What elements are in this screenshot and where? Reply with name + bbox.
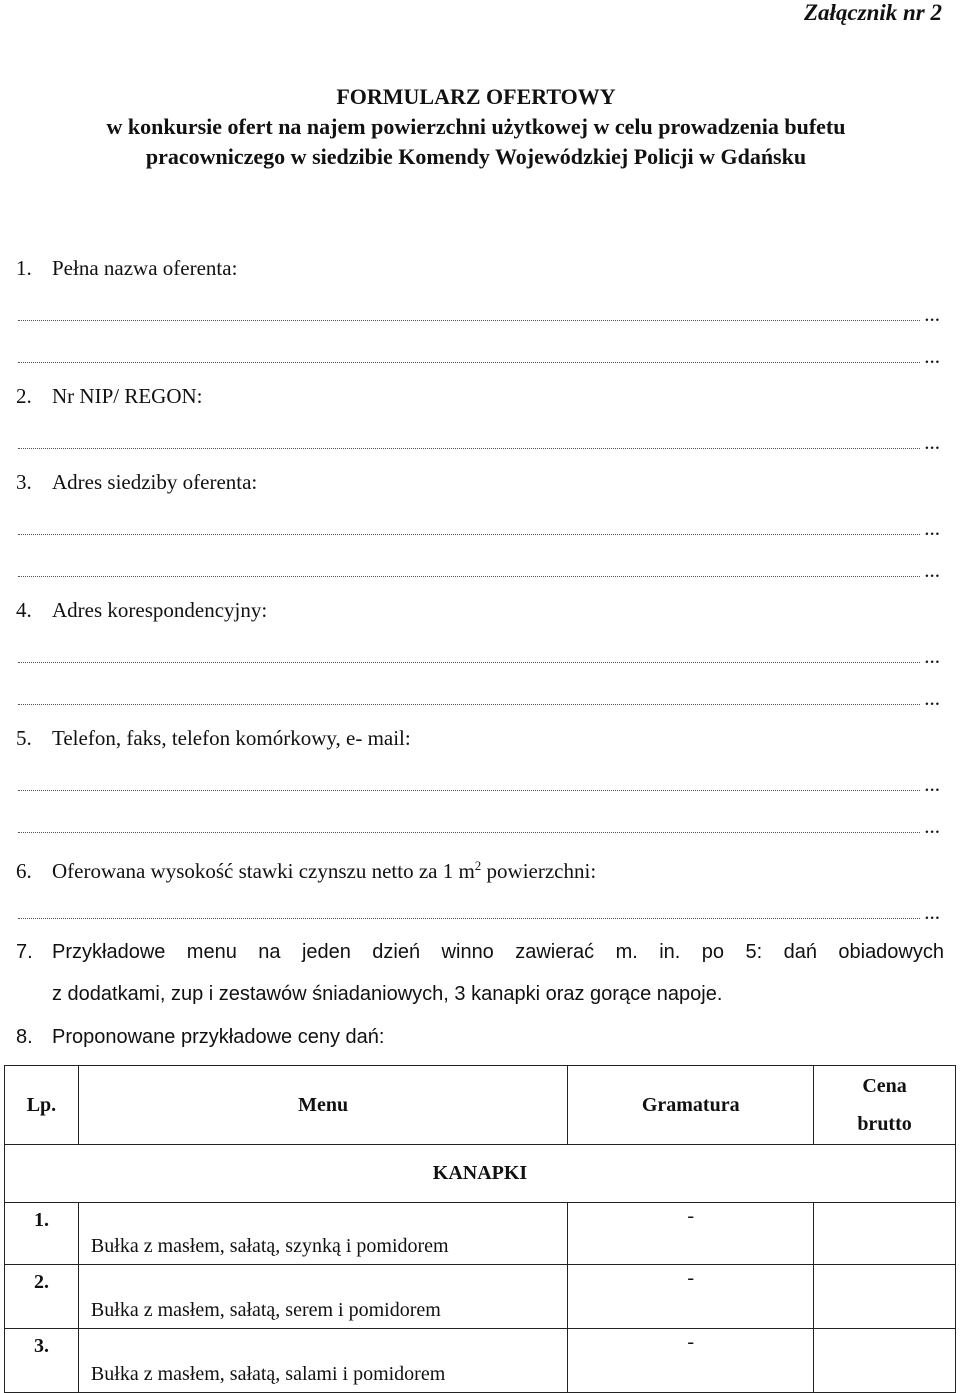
header-cena: Cena brutto: [814, 1066, 956, 1145]
item-company-name: [16, 255, 237, 281]
item-menu-number: 7.: [16, 941, 33, 963]
item-number: 8.: [16, 1026, 33, 1048]
table-row: [5, 1203, 956, 1265]
row-price-cell[interactable]: [814, 1265, 956, 1329]
table-row: [5, 1329, 956, 1393]
item-number: 2.: [16, 384, 32, 408]
row-price-cell[interactable]: [814, 1329, 956, 1393]
table-row: [5, 1265, 956, 1329]
item-label: Pełna nazwa oferenta:: [52, 256, 238, 280]
item-number: 1.: [16, 256, 32, 280]
item-rent-rate: [16, 853, 596, 884]
item-prices: [16, 1024, 384, 1050]
item-contact: [16, 725, 411, 751]
item-label: Proponowane przykładowe ceny dań:: [52, 1026, 385, 1048]
table-header-row: [5, 1066, 956, 1145]
item-label: Oferowana wysokość stawki czynszu netto za 1 m: [52, 859, 475, 883]
fill-line-company-name-2[interactable]: ...: [18, 343, 940, 369]
row-lp: 2.: [5, 1265, 79, 1329]
price-table: [4, 1065, 956, 1393]
item-seat-address: [16, 469, 257, 495]
item-menu-text: Przykładowe menu na jeden dzień winno zawierać m. in. po 5: dań obiadowych: [52, 941, 944, 963]
item-nip-regon: [16, 383, 203, 409]
item-label-cont: powierzchni:: [481, 859, 597, 883]
fill-line-company-name-1[interactable]: ...: [18, 301, 940, 327]
fill-line-contact-2[interactable]: ...: [18, 813, 940, 839]
row-menu: Bułka z masłem, sałatą, szynką i pomidorem: [78, 1203, 567, 1265]
form-subtitle-line2: pracowniczego w siedzibie Komendy Wojewódzkiej Policji w Gdańsku: [145, 144, 807, 169]
item-correspondence-address: [16, 597, 267, 623]
header-gramatura: Gramatura: [568, 1066, 814, 1145]
item-label: Adres korespondencyjny:: [52, 598, 268, 622]
row-price-cell[interactable]: [814, 1203, 956, 1265]
row-gramatura: -: [568, 1203, 814, 1265]
row-menu: Bułka z masłem, sałatą, salami i pomidorem: [78, 1329, 567, 1393]
form-subtitle-line1: w konkursie ofert na najem powierzchni użytkowej w celu prowadzenia bufetu: [106, 114, 846, 139]
form-title: FORMULARZ OFERTOWY: [336, 84, 616, 109]
row-gramatura: -: [568, 1265, 814, 1329]
item-label: Telefon, faks, telefon komórkowy, e- mail:: [52, 726, 411, 750]
fill-line-seat-address-2[interactable]: ...: [18, 557, 940, 583]
row-lp: 3.: [5, 1329, 79, 1393]
fill-line-nip-regon[interactable]: ...: [18, 429, 940, 455]
fill-line-correspondence-1[interactable]: ...: [18, 643, 940, 669]
row-lp: 1.: [5, 1203, 79, 1265]
item-number: 3.: [16, 470, 32, 494]
annex-label: Załącznik nr 2: [803, 0, 942, 25]
row-menu: Bułka z masłem, sałatą, serem i pomidorem: [78, 1265, 567, 1329]
table-section-row: [5, 1145, 956, 1203]
item-label: Nr NIP/ REGON:: [52, 384, 203, 408]
item-label: Adres siedziby oferenta:: [52, 470, 258, 494]
item-menu-text-cont: z dodatkami, zup i zestawów śniadaniowych, 3 kanapki oraz gorące napoje.: [52, 983, 723, 1005]
fill-line-rent-rate[interactable]: ...: [18, 899, 940, 925]
fill-line-correspondence-2[interactable]: ...: [18, 685, 940, 711]
item-number: 4.: [16, 598, 32, 622]
row-gramatura: -: [568, 1329, 814, 1393]
item-number: 6.: [16, 859, 32, 883]
header-lp: Lp.: [5, 1066, 79, 1145]
fill-line-seat-address-1[interactable]: ...: [18, 515, 940, 541]
fill-line-contact-1[interactable]: ...: [18, 771, 940, 797]
item-number: 5.: [16, 726, 32, 750]
superscript: 2: [474, 858, 482, 873]
header-menu: Menu: [78, 1066, 567, 1145]
section-kanapki: KANAPKI: [5, 1145, 956, 1203]
